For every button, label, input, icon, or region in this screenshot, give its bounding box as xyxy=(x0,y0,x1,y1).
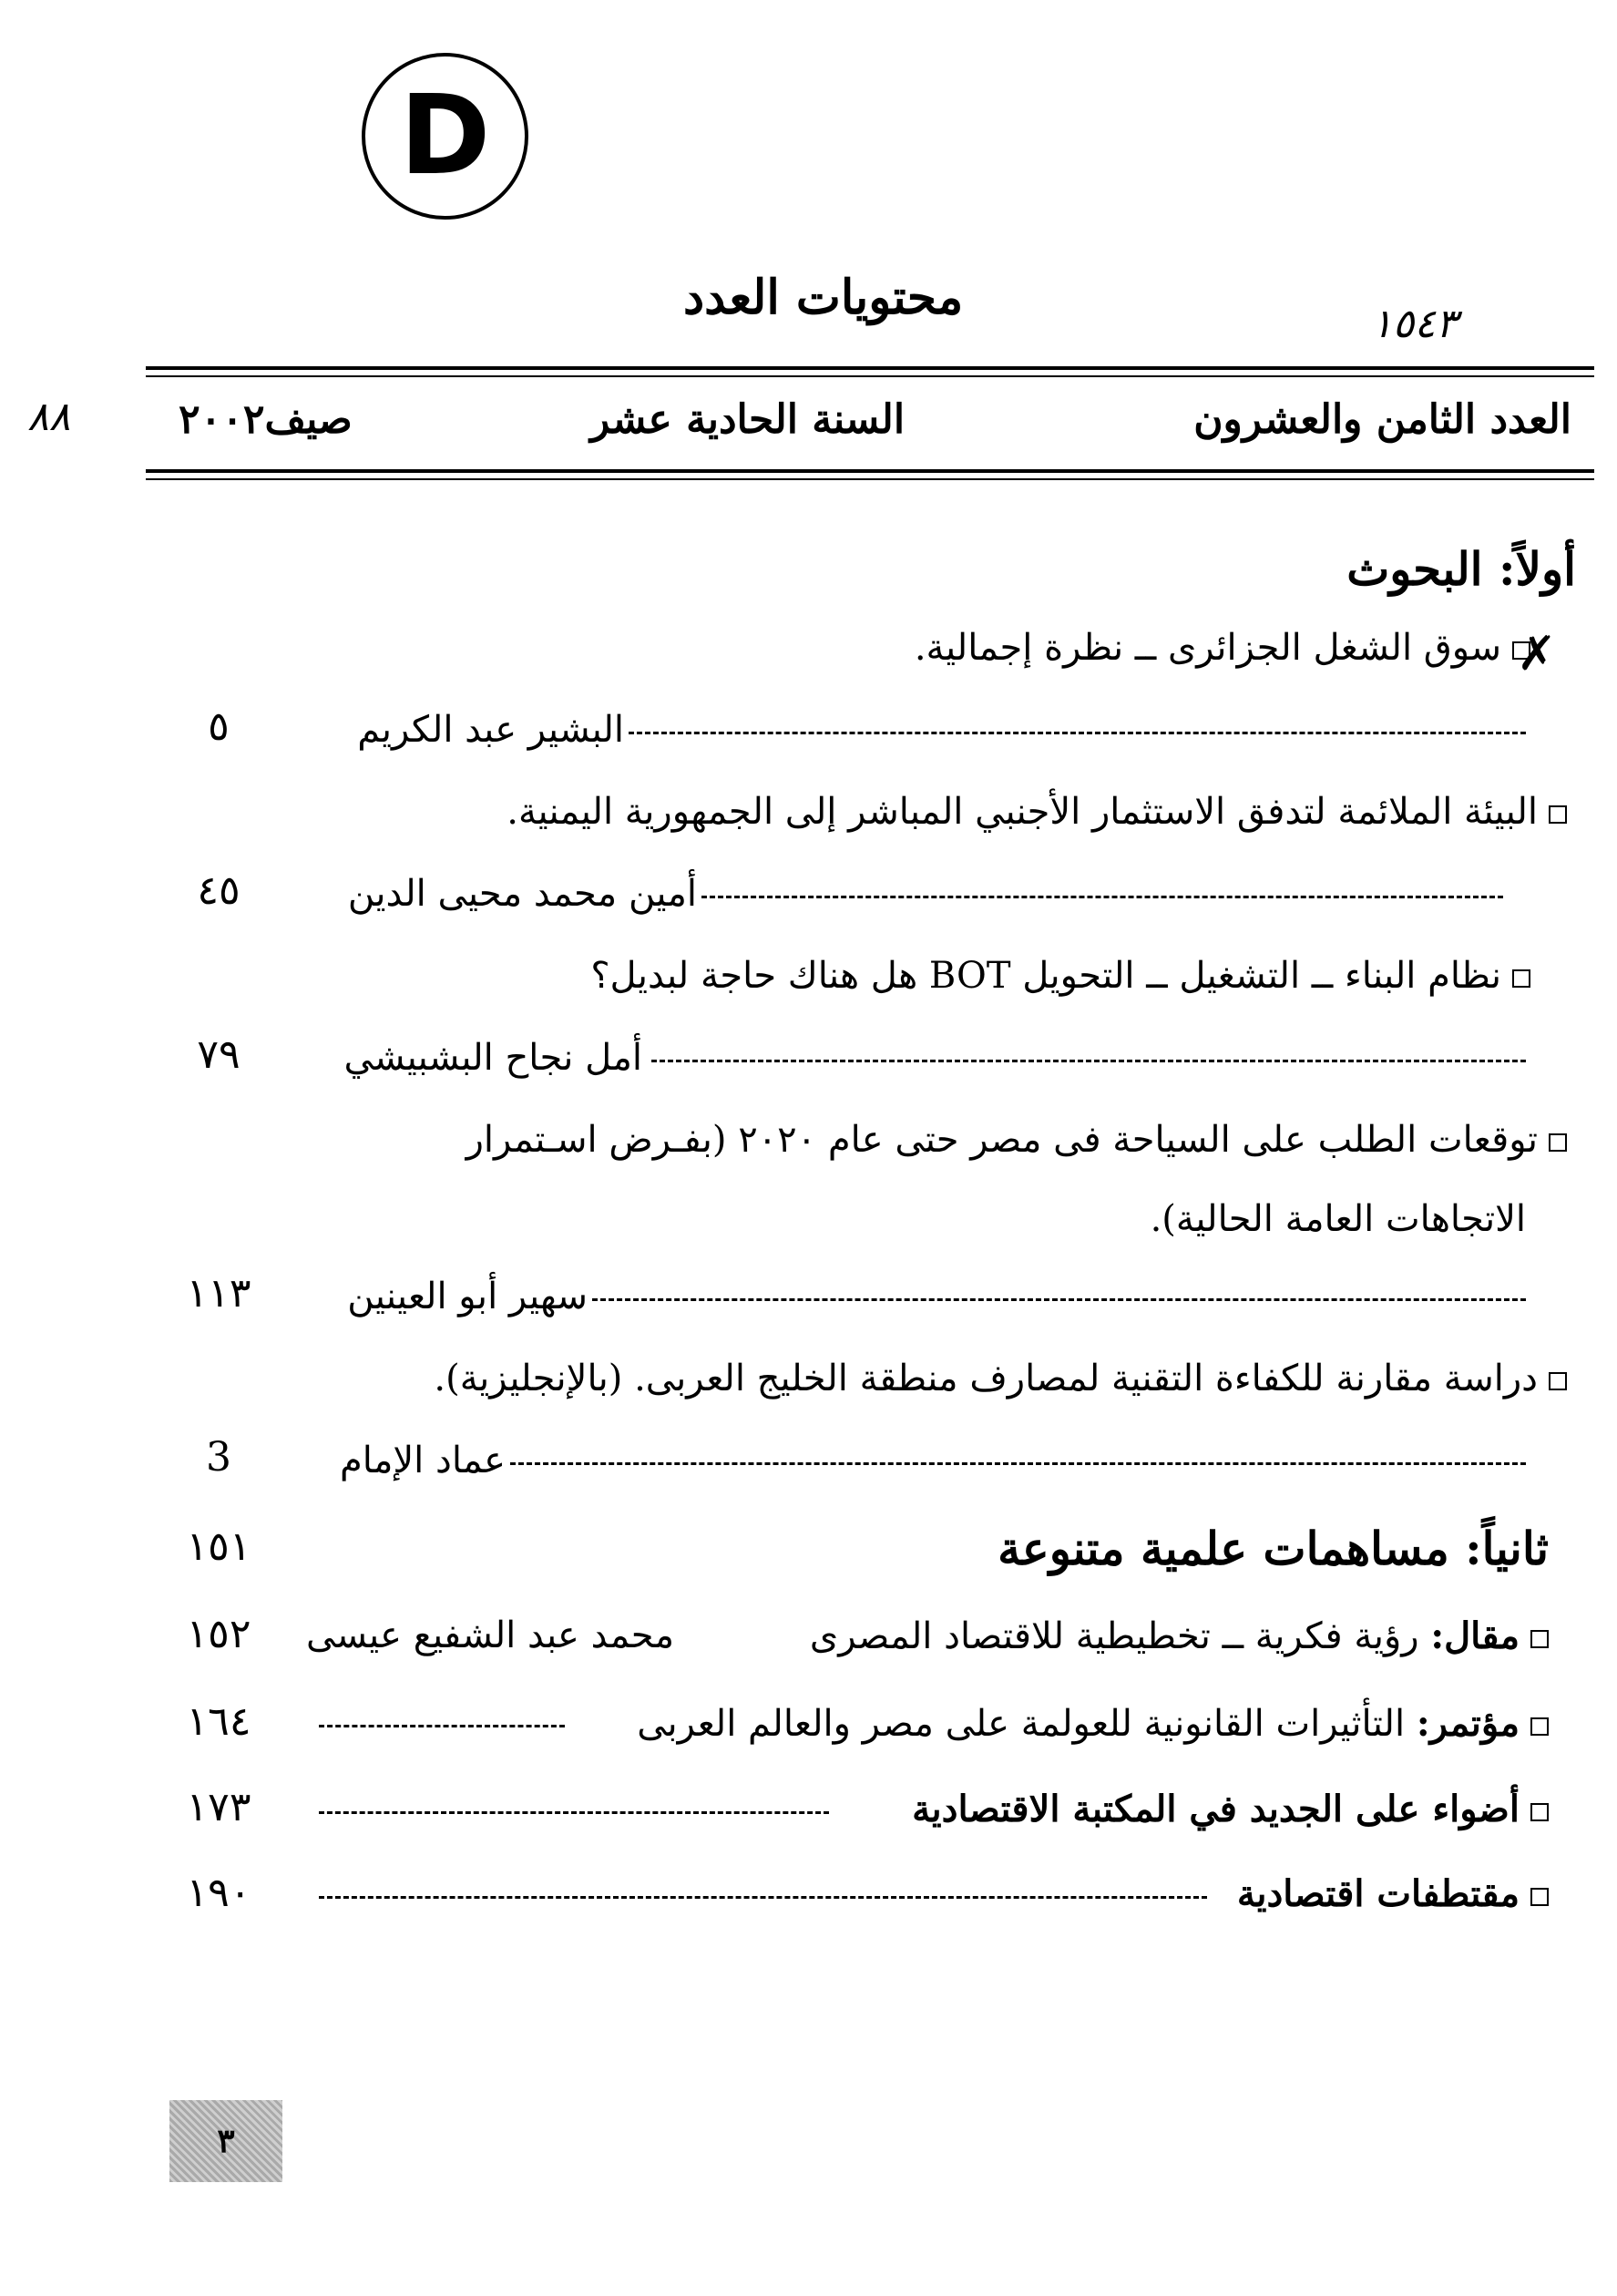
stamp-letter: D xyxy=(399,72,491,200)
checkbox-icon xyxy=(1512,641,1530,660)
checkbox-icon xyxy=(1530,1717,1549,1736)
stamp-circle xyxy=(362,53,528,220)
research-item-title-line2: الاتجاهات العامة الحالية). xyxy=(1150,1198,1526,1240)
research-item-title: دراسة مقارنة للكفاءة التقنية لمصارف منطقة الخليج العربى. (بالإنجليزية). xyxy=(434,1358,1567,1399)
research-item-author: أمل نجاح البشبيشي xyxy=(343,1037,642,1079)
leader-dots xyxy=(651,1060,1526,1062)
page-number: 3 xyxy=(206,1434,231,1481)
handwritten-x-icon: ✗ xyxy=(1517,627,1557,682)
page-number: ١١٣ xyxy=(186,1270,251,1317)
research-item-title: البيئة الملائمة لتدفق الاستثمار الأجنبي المباشر إلى الجمهورية اليمنية. xyxy=(507,791,1567,833)
research-item-title: نظام البناء ــ التشغيل ــ التحويل BOT هل هناك حاجة لبديل؟ xyxy=(590,955,1530,997)
leader-dots xyxy=(510,1462,1526,1465)
research-item-title: سوق الشغل الجزائرى ــ نظرة إجمالية. xyxy=(915,627,1530,669)
contribution-item: مؤتمر: التأثيرات القانونية للعولمة على مصر والعالم العربى xyxy=(637,1702,1549,1745)
checkbox-icon xyxy=(1549,1133,1567,1152)
page-number-label: ٣ xyxy=(217,2122,235,2160)
leader-dots xyxy=(319,1811,829,1814)
page-number: ٤٥ xyxy=(197,867,241,914)
page-title: محتويات العدد xyxy=(683,270,964,325)
page-number: ١٥٢ xyxy=(186,1611,251,1657)
page-number: ٥ xyxy=(208,703,230,750)
leader-dots xyxy=(319,1896,1207,1899)
page-number: ١٩٠ xyxy=(186,1870,251,1916)
checkbox-icon xyxy=(1530,1888,1549,1906)
handwritten-number: ١٥٤٣ xyxy=(1371,301,1458,347)
page-number: ١٦٤ xyxy=(186,1698,251,1745)
section-heading-contributions: ثانياً: مساهمات علمية متنوعة xyxy=(998,1522,1549,1575)
checkbox-icon xyxy=(1549,805,1567,824)
research-item-title-line1: توقعات الطلب على السياحة فى مصر حتى عام ٢٠٢٠ (بفـرض اسـتمرار xyxy=(466,1119,1567,1161)
checkbox-icon xyxy=(1549,1372,1567,1390)
page-number: ١٥١ xyxy=(186,1523,251,1570)
contribution-item: أضواء على الجديد في المكتبة الاقتصادية xyxy=(912,1788,1549,1830)
header-rule-top-thin xyxy=(146,375,1594,377)
issue-year: السنة الحادية عشر xyxy=(590,396,906,443)
leader-dots xyxy=(629,732,1526,734)
section-heading-research: أولاً: البحوث xyxy=(1346,542,1576,596)
contribution-item-author: محمد عبد الشفيع عيسى xyxy=(306,1614,674,1656)
issue-number: العدد الثامن والعشرون xyxy=(1193,396,1571,443)
checkbox-icon xyxy=(1512,969,1530,988)
contribution-item: مقال: رؤية فكرية ــ تخطيطية للاقتصاد المصرى xyxy=(810,1614,1549,1657)
checkbox-icon xyxy=(1530,1630,1549,1648)
research-item-author: عماد الإمام xyxy=(339,1440,506,1481)
checkbox-icon xyxy=(1530,1803,1549,1821)
research-item-author: البشير عبد الكريم xyxy=(357,709,624,751)
leader-dots xyxy=(319,1725,565,1727)
header-rule-top xyxy=(146,366,1594,370)
page-number: ٧٩ xyxy=(197,1031,241,1078)
page-number: ١٧٣ xyxy=(186,1784,251,1830)
leader-dots xyxy=(592,1298,1526,1301)
handwritten-side-mark: ٨٨ xyxy=(27,394,71,440)
header-rule-bottom xyxy=(146,469,1594,473)
header-rule-bottom-thin xyxy=(146,478,1594,480)
issue-season: صيف٢٠٠٢ xyxy=(179,396,353,443)
contribution-item: مقتطفات اقتصادية xyxy=(1237,1872,1549,1915)
research-item-author: سهير أبو العينين xyxy=(347,1276,588,1317)
page-number-box xyxy=(169,2100,282,2182)
research-item-author: أمين محمد محيى الدين xyxy=(347,873,697,915)
leader-dots xyxy=(701,896,1503,898)
